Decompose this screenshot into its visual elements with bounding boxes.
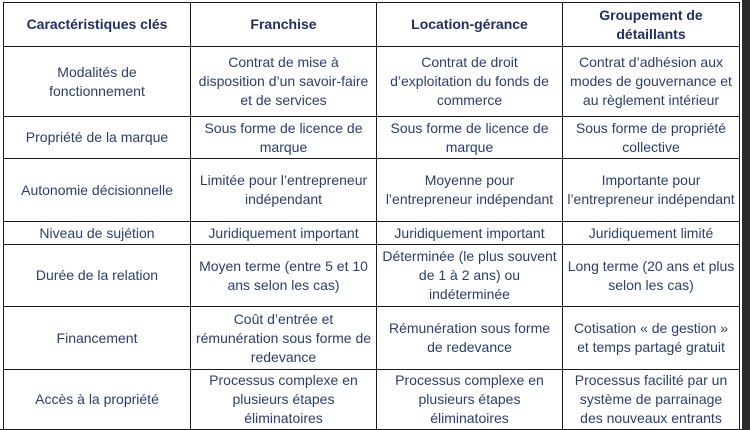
cell-location: Processus complexe en plusieurs étapes éliminatoires — [377, 370, 563, 430]
cell-franchise: Contrat de mise à disposition d’un savoir-faire et de services — [191, 47, 377, 117]
cell-groupement: Long terme (20 ans et plus selon les cas) — [563, 245, 740, 307]
comparison-table — [3, 2, 740, 430]
cell-location: Rémunération sous forme de redevance — [377, 307, 563, 370]
table-header-row — [4, 3, 740, 47]
cell-location: Juridiquement important — [377, 222, 563, 245]
cell-groupement: Processus facilité par un système de parrainage des nouveaux entrants — [563, 370, 740, 430]
row-label: Niveau de sujétion — [4, 222, 191, 245]
cell-groupement: Cotisation « de gestion » et temps partagé gratuit — [563, 307, 740, 370]
cell-location: Contrat de droit d’exploitation du fonds de commerce — [377, 47, 563, 117]
row-label: Financement — [4, 307, 191, 370]
table-row — [4, 117, 740, 159]
cell-groupement: Contrat d’adhésion aux modes de gouvernance et au règlement intérieur — [563, 47, 740, 117]
header-characteristics: Caractéristiques clés — [4, 3, 191, 47]
row-label: Propriété de la marque — [4, 117, 191, 159]
cell-location: Déterminée (le plus souvent de 1 à 2 ans) ou indéterminée — [377, 245, 563, 307]
cell-franchise: Limitée pour l’entrepreneur indépendant — [191, 159, 377, 222]
cell-franchise: Coût d’entrée et rémunération sous forme de redevance — [191, 307, 377, 370]
table-row — [4, 307, 740, 370]
cell-location: Sous forme de licence de marque — [377, 117, 563, 159]
window-edge — [742, 0, 750, 429]
cell-groupement: Juridiquement limité — [563, 222, 740, 245]
row-label: Modalités de fonctionnement — [4, 47, 191, 117]
row-label: Autonomie décisionnelle — [4, 159, 191, 222]
cell-groupement: Sous forme de propriété collective — [563, 117, 740, 159]
cell-franchise: Juridiquement important — [191, 222, 377, 245]
cell-franchise: Processus complexe en plusieurs étapes éliminatoires — [191, 370, 377, 430]
cell-franchise: Moyen terme (entre 5 et 10 ans selon les cas) — [191, 245, 377, 307]
table-row — [4, 370, 740, 430]
header-location-gerance: Location-gérance — [377, 3, 563, 47]
table-row — [4, 245, 740, 307]
header-franchise: Franchise — [191, 3, 377, 47]
row-label: Durée de la relation — [4, 245, 191, 307]
table-row — [4, 222, 740, 245]
table-row — [4, 47, 740, 117]
cell-location: Moyenne pour l’entrepreneur indépendant — [377, 159, 563, 222]
row-label: Accès à la propriété — [4, 370, 191, 430]
header-groupement: Groupement de détaillants — [563, 3, 740, 47]
cell-franchise: Sous forme de licence de marque — [191, 117, 377, 159]
cell-groupement: Importante pour l’entrepreneur indépendant — [563, 159, 740, 222]
table-row — [4, 159, 740, 222]
